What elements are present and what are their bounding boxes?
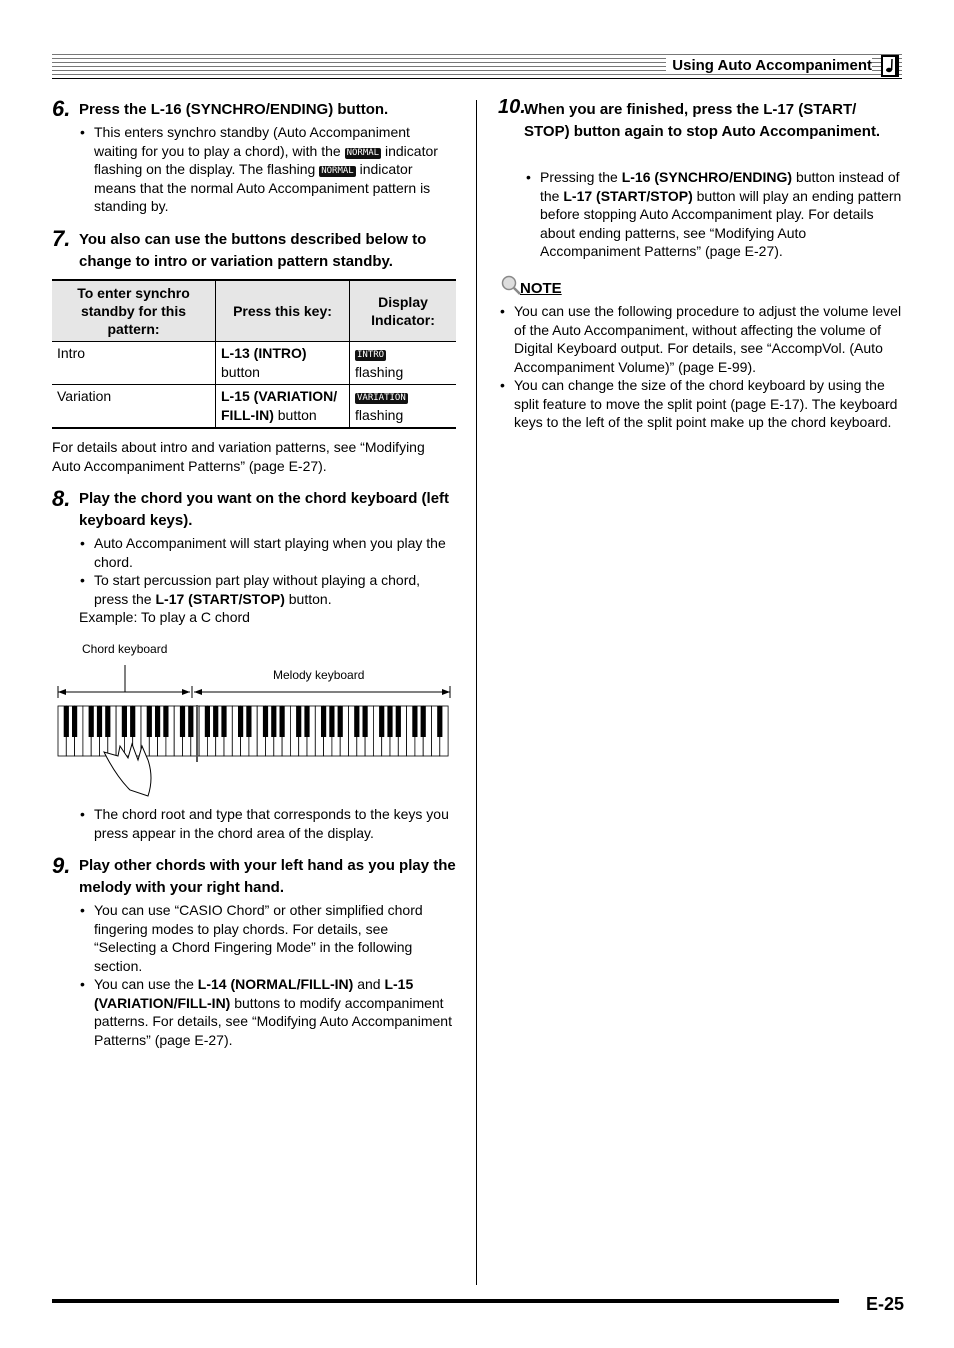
text: This enters synchro standby (Auto Accompaniment waiting for you to play a chord), with the <box>94 124 410 159</box>
text: To start percussion part play without playing a chord, press the <box>94 572 421 607</box>
step-9-bullet: • You can use “CASIO Chord” or other simplified chord fingering modes to play chords. For details, see “Selecting a Chord Fingering Mode” in the following section. <box>94 901 454 975</box>
black-key <box>64 706 69 737</box>
step-9-bullet <box>94 975 454 1049</box>
black-key <box>271 706 276 737</box>
table-header-row <box>52 280 456 342</box>
black-key <box>396 706 401 737</box>
text: button <box>221 364 260 380</box>
table-cell: Intro <box>52 342 216 385</box>
black-key <box>213 706 218 737</box>
note-label: NOTE <box>520 280 562 297</box>
text: You can use the <box>94 976 198 992</box>
column-divider <box>476 100 477 1285</box>
black-key <box>238 706 243 737</box>
black-key <box>89 706 94 737</box>
table-header-key: Press this key: <box>216 280 350 342</box>
black-key <box>387 706 392 737</box>
header-title: Using Auto Accompaniment <box>666 57 872 74</box>
key-name: L-17 (START/STOP) <box>155 590 285 607</box>
step-8-heading: Play the chord you want on the chord keyboard (left keyboard keys). <box>79 490 450 529</box>
table-header-indicator: Display Indicator: <box>350 280 457 342</box>
black-key <box>363 706 368 737</box>
black-key <box>180 706 185 737</box>
step-6-heading: Press the L-16 (SYNCHRO/ENDING) button. <box>79 101 389 118</box>
table-cell <box>350 342 457 385</box>
step-7-note: For details about intro and variation patterns, see “Modifying Auto Accompaniment Patterns” (page E-27). <box>52 439 425 474</box>
black-key <box>338 706 343 737</box>
example-label: Example: To play a C chord <box>79 609 250 625</box>
step-8-number: 8. <box>52 486 71 511</box>
black-key <box>147 706 152 737</box>
black-key <box>122 706 127 737</box>
step-6-number: 6. <box>52 96 71 121</box>
key-name: L-13 (INTRO) <box>221 345 307 361</box>
table-cell: Variation <box>52 385 216 429</box>
pattern-table <box>52 279 456 429</box>
black-key <box>155 706 160 737</box>
step-10-heading: When you are finished, press the L-17 (START/ STOP) button again to stop Auto Accompaniment. <box>524 101 881 140</box>
table-cell <box>216 342 350 385</box>
text: and <box>353 976 385 992</box>
melody-keyboard-label: Melody keyboard <box>273 668 365 682</box>
black-key <box>205 706 210 737</box>
key-name: L-14 (NORMAL/FILL-IN) <box>197 976 354 992</box>
table-row <box>52 385 456 429</box>
key-name: L-15 (VARIATION/ FILL-IN) <box>221 388 338 423</box>
note-bullet: • You can change the size of the chord keyboard by using the split feature to move the split point (page E-17). The keyboard keys to the left of the split point make up the chord keyboard. <box>514 376 902 432</box>
magnifier-icon <box>500 275 522 295</box>
music-note-icon <box>881 55 899 77</box>
text: indicator flashing on the display. The flashing <box>94 142 438 177</box>
key-name: L-15 (VARIATION/FILL-IN) <box>94 976 414 1011</box>
black-key <box>163 706 168 737</box>
text: button instead of the <box>540 169 900 204</box>
step-7-number: 7. <box>52 226 71 251</box>
black-key <box>72 706 77 737</box>
black-key <box>329 706 334 737</box>
text: Pressing the <box>540 169 622 185</box>
black-key <box>97 706 102 737</box>
black-key <box>437 706 442 737</box>
keyboard-diagram <box>52 660 458 800</box>
text: button. <box>284 590 332 607</box>
intro-indicator-icon: INTRO <box>357 350 385 360</box>
black-key <box>280 706 285 737</box>
step-9-number: 9. <box>52 853 71 878</box>
text: flashing <box>355 407 404 423</box>
text: button will play an ending pattern before stopping Auto Accompaniment play. For details about ending patterns, see “Modifying Auto Accompaniment Patterns” (page E-27). <box>540 187 902 259</box>
step-8-bullet: • Auto Accompaniment will start playing when you play the chord. <box>94 534 454 571</box>
black-key <box>412 706 417 737</box>
piano-keys <box>58 706 448 756</box>
black-key <box>379 706 384 737</box>
step-10-number: 10. <box>498 96 526 118</box>
step-7-heading: You also can use the buttons described below to change to intro or variation pattern standby. <box>79 231 427 270</box>
black-key <box>304 706 309 737</box>
step-9-heading: Play other chords with your left hand as you play the melody with your right hand. <box>79 857 456 896</box>
note-bullet: • You can use the following procedure to adjust the volume level of the Auto Accompaniment, without affecting the volume of Digital Keyboard output. For details, see “AccompVol. (Auto Accompaniment Volume)” (page E-99). <box>514 302 902 376</box>
text: buttons to modify accompaniment patterns. For details, see “Modifying Auto Accompaniment Patterns” (page E-27). <box>94 994 452 1048</box>
normal-indicator-icon: NORMAL <box>321 166 354 176</box>
black-key <box>188 706 193 737</box>
text: indicator means that the normal Auto Accompaniment pattern is standing by. <box>94 161 431 214</box>
black-key <box>296 706 301 737</box>
table-cell <box>216 385 350 429</box>
black-key <box>354 706 359 737</box>
table-row <box>52 342 456 385</box>
black-key <box>263 706 268 737</box>
page-number: E-25 <box>866 1294 905 1314</box>
black-key <box>130 706 135 737</box>
black-key <box>246 706 251 737</box>
normal-indicator-icon: NORMAL <box>346 147 380 158</box>
black-key <box>321 706 326 737</box>
step-6-bullet <box>94 123 456 216</box>
table-header-pattern: To enter synchro standby for this pattern: <box>52 280 216 342</box>
text: flashing <box>355 364 404 380</box>
step-10-bullet <box>540 168 902 261</box>
step-8-bullet: • The chord root and type that corresponds to the keys you press appear in the chord area of the display. <box>94 805 454 842</box>
key-name: L-16 (SYNCHRO/ENDING) <box>621 169 793 185</box>
table-cell <box>350 385 457 429</box>
variation-indicator-icon: VARIATION <box>357 393 406 403</box>
key-name: L-17 (START/STOP) <box>563 187 693 204</box>
black-key <box>421 706 426 737</box>
black-key <box>105 706 110 737</box>
chord-keyboard-label: Chord keyboard <box>82 642 168 656</box>
step-8-bullet <box>94 571 454 608</box>
text: button <box>273 407 317 423</box>
footer-rule <box>52 1299 839 1303</box>
black-key <box>221 706 226 737</box>
